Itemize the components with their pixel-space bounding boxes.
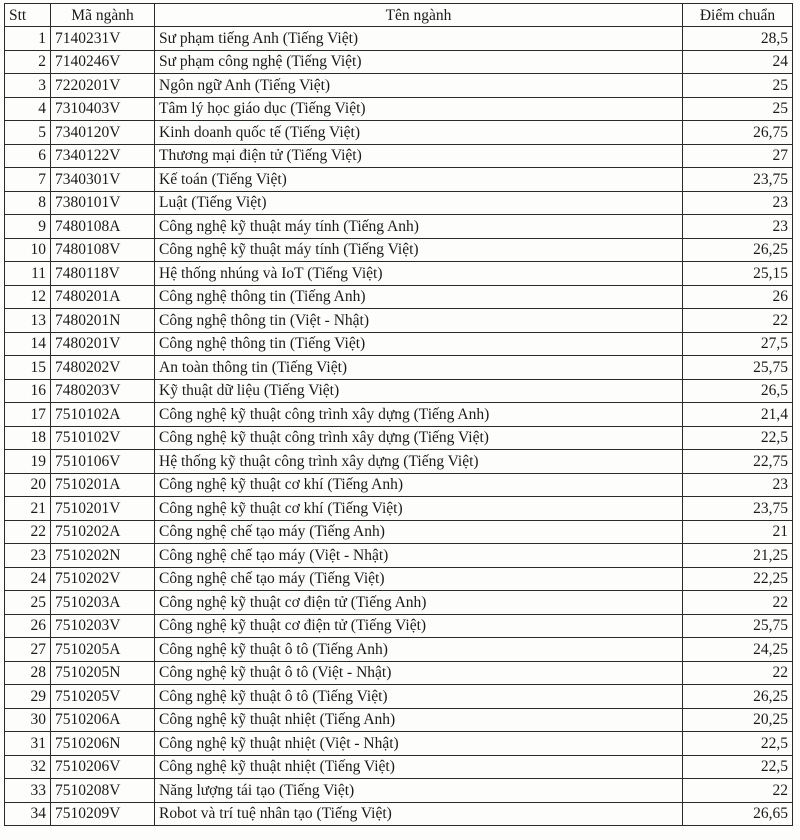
cell-benchmark-score: 23 [683, 473, 793, 497]
cell-major-name: Tâm lý học giáo dục (Tiếng Việt) [155, 97, 683, 121]
cell-benchmark-score: 28,5 [683, 27, 793, 51]
table-row [5, 285, 793, 309]
cell-major-code: 7480118V [51, 262, 155, 286]
cell-major-name: Công nghệ kỹ thuật cơ khí (Tiếng Việt) [155, 497, 683, 521]
cell-benchmark-score: 25 [683, 97, 793, 121]
cell-major-code: 7510203V [51, 614, 155, 638]
cell-stt: 19 [5, 450, 51, 474]
cell-stt: 20 [5, 473, 51, 497]
table-row [5, 309, 793, 333]
cell-major-code: 7510203A [51, 591, 155, 615]
cell-stt: 21 [5, 497, 51, 521]
cell-major-name: Hệ thống kỹ thuật công trình xây dựng (Tiếng Việt) [155, 450, 683, 474]
cell-major-code: 7340301V [51, 168, 155, 192]
cell-benchmark-score: 22,5 [683, 426, 793, 450]
cell-major-name: Robot và trí tuệ nhân tạo (Tiếng Việt) [155, 802, 683, 826]
table-row [5, 638, 793, 662]
cell-benchmark-score: 22 [683, 591, 793, 615]
cell-benchmark-score: 26,65 [683, 802, 793, 826]
cell-benchmark-score: 22,5 [683, 732, 793, 756]
table-row [5, 473, 793, 497]
table-row [5, 191, 793, 215]
cell-major-name: Công nghệ kỹ thuật cơ điện tử (Tiếng Anh) [155, 591, 683, 615]
cell-major-name: Công nghệ kỹ thuật cơ điện tử (Tiếng Việt) [155, 614, 683, 638]
cell-major-name: Công nghệ chế tạo máy (Tiếng Anh) [155, 520, 683, 544]
cell-major-name: Công nghệ kỹ thuật máy tính (Tiếng Anh) [155, 215, 683, 239]
cell-major-name: Kỹ thuật dữ liệu (Tiếng Việt) [155, 379, 683, 403]
cell-stt: 8 [5, 191, 51, 215]
table-row [5, 97, 793, 121]
table-row [5, 332, 793, 356]
cell-stt: 27 [5, 638, 51, 662]
cell-major-name: Sư phạm công nghệ (Tiếng Việt) [155, 50, 683, 74]
cell-major-name: Sư phạm tiếng Anh (Tiếng Việt) [155, 27, 683, 51]
table-row [5, 168, 793, 192]
cell-major-name: Kế toán (Tiếng Việt) [155, 168, 683, 192]
cell-stt: 15 [5, 356, 51, 380]
cell-stt: 25 [5, 591, 51, 615]
cell-major-name: Năng lượng tái tạo (Tiếng Việt) [155, 779, 683, 803]
cell-stt: 12 [5, 285, 51, 309]
table-row [5, 426, 793, 450]
cell-benchmark-score: 21 [683, 520, 793, 544]
cell-major-code: 7510202A [51, 520, 155, 544]
cell-major-code: 7480202V [51, 356, 155, 380]
table-row [5, 144, 793, 168]
cell-major-name: Công nghệ chế tạo máy (Tiếng Việt) [155, 567, 683, 591]
cell-benchmark-score: 22 [683, 309, 793, 333]
cell-benchmark-score: 22,25 [683, 567, 793, 591]
table-row [5, 27, 793, 51]
cell-stt: 6 [5, 144, 51, 168]
cell-stt: 31 [5, 732, 51, 756]
cell-stt: 1 [5, 27, 51, 51]
header-benchmark-score: Điểm chuẩn [683, 4, 793, 27]
cell-major-name: Công nghệ kỹ thuật ô tô (Tiếng Việt) [155, 685, 683, 709]
cell-major-code: 7510202N [51, 544, 155, 568]
cell-stt: 22 [5, 520, 51, 544]
cell-stt: 23 [5, 544, 51, 568]
cell-major-code: 7510201A [51, 473, 155, 497]
cell-benchmark-score: 25,15 [683, 262, 793, 286]
cell-stt: 14 [5, 332, 51, 356]
cell-major-code: 7140231V [51, 27, 155, 51]
table-row [5, 403, 793, 427]
cell-benchmark-score: 27 [683, 144, 793, 168]
cell-benchmark-score: 22,5 [683, 755, 793, 779]
cell-major-code: 7510205V [51, 685, 155, 709]
table-row [5, 215, 793, 239]
cell-stt: 16 [5, 379, 51, 403]
cell-stt: 26 [5, 614, 51, 638]
cell-stt: 29 [5, 685, 51, 709]
cell-major-name: Kinh doanh quốc tế (Tiếng Việt) [155, 121, 683, 145]
cell-major-code: 7510206N [51, 732, 155, 756]
table-row [5, 74, 793, 98]
cell-benchmark-score: 20,25 [683, 708, 793, 732]
table-row [5, 544, 793, 568]
cell-major-name: Thương mại điện tử (Tiếng Việt) [155, 144, 683, 168]
table-header [5, 4, 793, 27]
table-row [5, 614, 793, 638]
cell-benchmark-score: 25,75 [683, 614, 793, 638]
cell-stt: 5 [5, 121, 51, 145]
cell-major-name: Công nghệ kỹ thuật nhiệt (Tiếng Việt) [155, 755, 683, 779]
header-major-name: Tên ngành [155, 4, 683, 27]
cell-major-name: Công nghệ kỹ thuật ô tô (Tiếng Anh) [155, 638, 683, 662]
table-row [5, 520, 793, 544]
cell-benchmark-score: 23,75 [683, 497, 793, 521]
cell-benchmark-score: 23 [683, 191, 793, 215]
cell-benchmark-score: 25,75 [683, 356, 793, 380]
cell-major-name: Công nghệ thông tin (Tiếng Việt) [155, 332, 683, 356]
cell-stt: 34 [5, 802, 51, 826]
cell-major-name: Công nghệ kỹ thuật công trình xây dựng (Tiếng Anh) [155, 403, 683, 427]
cell-major-name: Công nghệ kỹ thuật nhiệt (Tiếng Anh) [155, 708, 683, 732]
cell-benchmark-score: 24 [683, 50, 793, 74]
header-major-code: Mã ngành [51, 4, 155, 27]
cell-major-code: 7510206A [51, 708, 155, 732]
cell-major-code: 7510209V [51, 802, 155, 826]
cell-stt: 18 [5, 426, 51, 450]
cell-major-code: 7510106V [51, 450, 155, 474]
cell-benchmark-score: 22,75 [683, 450, 793, 474]
cell-major-code: 7510205A [51, 638, 155, 662]
cell-major-code: 7510202V [51, 567, 155, 591]
cell-major-name: Công nghệ chế tạo máy (Việt - Nhật) [155, 544, 683, 568]
cell-benchmark-score: 22 [683, 779, 793, 803]
cell-major-code: 7220201V [51, 74, 155, 98]
cell-major-name: Công nghệ thông tin (Tiếng Anh) [155, 285, 683, 309]
table-row [5, 802, 793, 826]
cell-major-code: 7140246V [51, 50, 155, 74]
cell-major-code: 7510102A [51, 403, 155, 427]
cell-major-code: 7510208V [51, 779, 155, 803]
cell-stt: 32 [5, 755, 51, 779]
cell-major-name: Công nghệ kỹ thuật máy tính (Tiếng Việt) [155, 238, 683, 262]
admission-score-table [4, 3, 793, 826]
table-row [5, 685, 793, 709]
table-row [5, 238, 793, 262]
cell-major-code: 7380101V [51, 191, 155, 215]
cell-benchmark-score: 26,25 [683, 685, 793, 709]
cell-stt: 9 [5, 215, 51, 239]
cell-stt: 24 [5, 567, 51, 591]
cell-benchmark-score: 22 [683, 661, 793, 685]
cell-major-name: An toàn thông tin (Tiếng Việt) [155, 356, 683, 380]
cell-benchmark-score: 26 [683, 285, 793, 309]
cell-stt: 4 [5, 97, 51, 121]
cell-stt: 13 [5, 309, 51, 333]
cell-stt: 33 [5, 779, 51, 803]
cell-major-name: Công nghệ kỹ thuật ô tô (Việt - Nhật) [155, 661, 683, 685]
cell-major-code: 7480201V [51, 332, 155, 356]
cell-stt: 17 [5, 403, 51, 427]
cell-major-code: 7310403V [51, 97, 155, 121]
table-row [5, 356, 793, 380]
cell-major-name: Công nghệ thông tin (Việt - Nhật) [155, 309, 683, 333]
cell-major-name: Công nghệ kỹ thuật công trình xây dựng (Tiếng Việt) [155, 426, 683, 450]
table-row [5, 262, 793, 286]
cell-major-code: 7510206V [51, 755, 155, 779]
cell-stt: 11 [5, 262, 51, 286]
cell-major-name: Hệ thống nhúng và IoT (Tiếng Việt) [155, 262, 683, 286]
table-row [5, 121, 793, 145]
cell-major-code: 7480108A [51, 215, 155, 239]
header-stt: Stt [5, 4, 51, 27]
cell-benchmark-score: 27,5 [683, 332, 793, 356]
table-row [5, 755, 793, 779]
table-row [5, 708, 793, 732]
table-row [5, 50, 793, 74]
cell-major-name: Luật (Tiếng Việt) [155, 191, 683, 215]
cell-major-name: Ngôn ngữ Anh (Tiếng Việt) [155, 74, 683, 98]
table-row [5, 379, 793, 403]
cell-benchmark-score: 21,25 [683, 544, 793, 568]
cell-stt: 2 [5, 50, 51, 74]
cell-major-code: 7480108V [51, 238, 155, 262]
cell-major-code: 7510205N [51, 661, 155, 685]
cell-stt: 28 [5, 661, 51, 685]
cell-stt: 7 [5, 168, 51, 192]
cell-benchmark-score: 21,4 [683, 403, 793, 427]
cell-major-code: 7510201V [51, 497, 155, 521]
cell-major-code: 7340122V [51, 144, 155, 168]
cell-major-code: 7340120V [51, 121, 155, 145]
cell-benchmark-score: 23,75 [683, 168, 793, 192]
table-row [5, 497, 793, 521]
cell-benchmark-score: 26,5 [683, 379, 793, 403]
cell-stt: 30 [5, 708, 51, 732]
cell-major-code: 7480203V [51, 379, 155, 403]
table-row [5, 591, 793, 615]
cell-stt: 10 [5, 238, 51, 262]
table-row [5, 779, 793, 803]
cell-major-name: Công nghệ kỹ thuật nhiệt (Việt - Nhật) [155, 732, 683, 756]
cell-benchmark-score: 24,25 [683, 638, 793, 662]
cell-benchmark-score: 26,75 [683, 121, 793, 145]
table-row [5, 661, 793, 685]
cell-stt: 3 [5, 74, 51, 98]
table-row [5, 567, 793, 591]
table-row [5, 450, 793, 474]
header-row [5, 4, 793, 27]
cell-major-code: 7480201N [51, 309, 155, 333]
table-row [5, 732, 793, 756]
cell-benchmark-score: 26,25 [683, 238, 793, 262]
cell-major-code: 7480201A [51, 285, 155, 309]
table-body [5, 27, 793, 826]
cell-major-name: Công nghệ kỹ thuật cơ khí (Tiếng Anh) [155, 473, 683, 497]
cell-benchmark-score: 23 [683, 215, 793, 239]
cell-major-code: 7510102V [51, 426, 155, 450]
cell-benchmark-score: 25 [683, 74, 793, 98]
